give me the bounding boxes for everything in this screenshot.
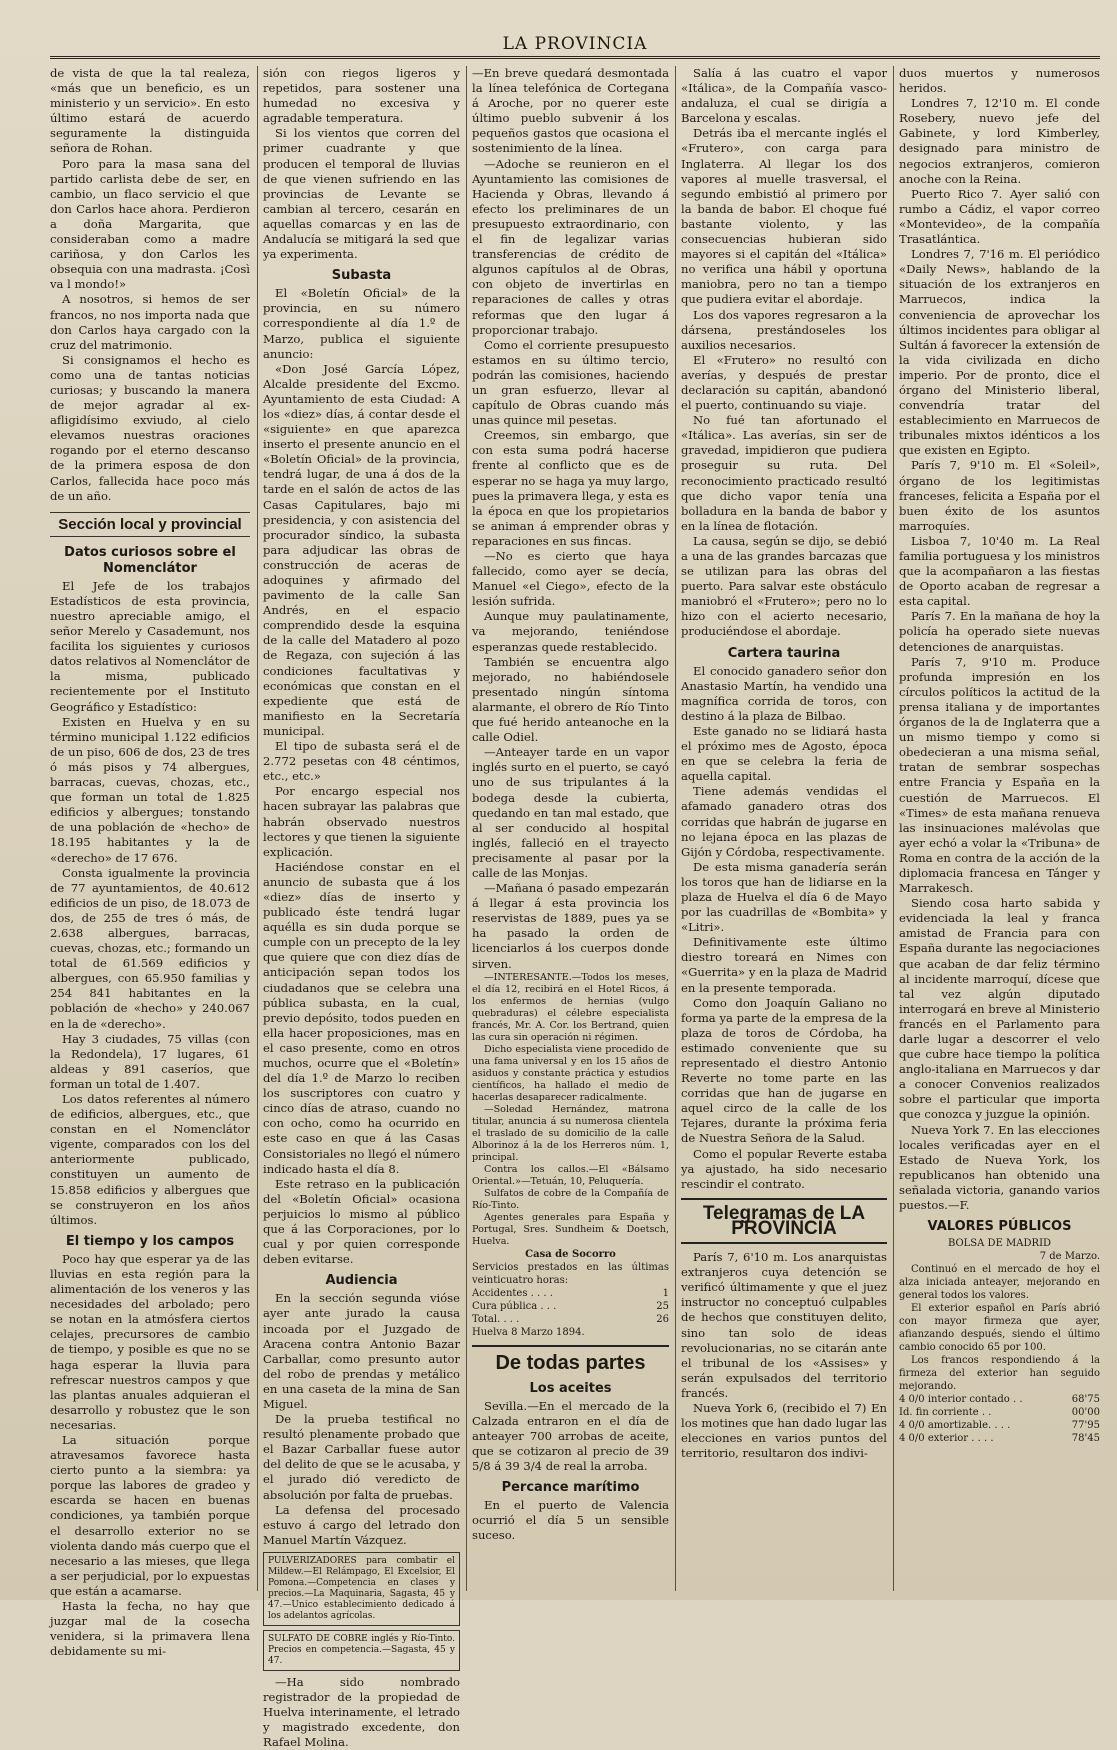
bolsa-row: Id. fin corriente . . 00'00 [899, 1407, 1100, 1419]
paragraph: París 7, 6'10 m. Los anarquistas extranjeros cuya detención se verificó últimamente y que el juez instructor no conceptuó culpables de hechos que constituyen delito, sino tan solo de ideas revolucionarias, no se citarán ante el tribunal de los «Assises» y serán expulsados del territorio francés. [681, 1250, 887, 1400]
column-2 [263, 66, 460, 1750]
paragraph: Si consignamos el hecho es como una de tantas noticias curiosas; y buscando la manera de mejor agradar al ex-afligidísimo exviudo, al cielo elevamos nuestras oraciones rogando por el eterno descanso de la primera esposa de don Carlos, fallecida hace poco más de un año. [50, 352, 250, 503]
notice: Agentes generales para España y Portugal, Sres. Sundheim & Doetsch, Huelva. [472, 1211, 669, 1247]
article-heading: El tiempo y los campos [65, 1233, 235, 1249]
paragraph: Definitivamente este último diestro toreará en Nimes con «Guerrita» y en la plaza de Madrid en la presente temporada. [681, 935, 887, 995]
paragraph: Los datos referentes al número de edificios, albergues, etc., que constan en el Nomenclátor vigente, comparados con los del anteriormente publicado, constituyen un aumento de 15.858 edificios y albergues que se construyeron en los años últimos. [50, 1092, 250, 1227]
paragraph: duos muertos y numerosos heridos. [899, 66, 1100, 96]
paragraph: Haciéndose constar en el anuncio de subasta que á los «diez» días de inserto y publicado éste tendrá lugar aquélla es sin duda porque se cumple con un precepto de la ley que quiere que con diez días de anticipación sepan todos los ciudadanos que se celebra una pública subasta, en la cual, previo depósito, todos pueden en ella hacer proposiciones, mas en el caso presente, como en otros muchos, ocurre que el «Boletín» del día 1.º de Marzo lo reciben los suscriptores con cuatro y cinco días de atraso, cuando no con ocho, como ha ocurrido en este caso en que á las Casas Consistoriales no llegó el número indicado hasta el día 8. [263, 859, 460, 1176]
paragraph: De la prueba testifical no resultó plenamente probado que el Bazar Carballar fuese autor del delito de que se le acusaba, y el jurado dió veredicto de absolución por falta de pruebas. [263, 1412, 460, 1502]
article-heading: Los aceites [529, 1380, 612, 1396]
paragraph: Consta igualmente la provincia de 77 ayuntamientos, de 40.612 edificios de un piso, de 18.073 de dos, de 255 de tres ó más, de 2.638 albergues, barracas, cuevas, chozas, etc.; formando un total de 61.569 edificios y albergues, con 65.950 familias y 254 841 habitantes en la población de «hecho» y 240.067 en la de «derecho». [50, 865, 250, 1031]
paragraph: Londres 7, 7'16 m. El periódico «Daily News», hablando de la situación de los extranjeros en Marruecos, indica la conveniencia de aprovechar los últimos incidentes para obligar al Sultán á favorecer la extensión de la vida civilizada en dicho imperio. Por de pronto, dice el órgano del Ministerio liberal, convendría tratar del establecimiento en Marruecos de tribunales mixtos idénticos a los que existen en Egipto. [899, 247, 1100, 458]
paragraph: Como el corriente presupuesto estamos en su último tercio, podrán las comisiones, haciendo un gran esfuerzo, llevar al capítulo de Obras cuando más unas quince mil pesetas. [472, 337, 669, 428]
paragraph: En el puerto de Valencia ocurrió el día 5 un sensible suceso. [472, 1498, 669, 1543]
paragraph: En la sección segunda vióse ayer ante jurado la causa incoada por el Juzgado de Aracena contra Antonio Bazar Carballar, como presunto autor del robo de prendas y metálico en una caseta de la mina de San Miguel. [263, 1291, 460, 1411]
column-separator [466, 66, 467, 1591]
paragraph: Creemos, sin embargo, que con esta suma podrá hacerse frente al conflicto que es de esperar no se haga ya muy largo, pues la primavera llega, y esta es la época en que los propietarios se animan á emprender obras y reparaciones en sus fincas. [472, 428, 669, 548]
advertisement: PULVERIZADORES para combatir el Mildew.—El Relámpago, El Excelsior, El Pomona.—Competencia en clases y precios.—La Maquinaria, Sagasta, 45 y 47.—Unico establecimiento dedicado á los adelantos agrícolas. [263, 1552, 460, 1626]
paragraph: Lisboa 7, 10'40 m. La Real familia portuguesa y los ministros que la acompañaron a las fiestas de Oporto acaban de regresar a esta capital. [899, 533, 1100, 609]
paragraph: No fué tan afortunado el «Itálica». Las averías, sin ser de gravedad, impidieron que pudiera proseguir su ruta. Del reconocimiento practicado resultó que dicho vapor tenía una bolladura en la banda de babor y en la línea de flotación. [681, 413, 887, 533]
paragraph: —Anteayer tarde en un vapor inglés surto en el puerto, se cayó uno de sus tripulantes á la bodega desde la cubierta, quedando en tan mal estado, que al ser conducido al hospital inglés, falleció en el trayecto precisamente al pasar por la calle de las Monjas. [472, 745, 669, 880]
paragraph: Poco hay que esperar ya de las lluvias en esta región para la alimentación de los veneros y las necesidades del arbolado; pero se notan en la atmósfera ciertos celajes, precursores de cambio de tiempo, y posible es que no se haga esperar la lluvia para refrescar nuestros campos y que las plantas anuales adquieran el desarrollo y robustez que le son necesarias. [50, 1251, 250, 1432]
article-heading: Subasta [331, 268, 392, 284]
notice: Contra los callos.—El «Bálsamo Oriental.»—Tetuán, 10, Peluquería. [472, 1163, 669, 1187]
section-heading: Telegramas de LA PROVINCIA [681, 1198, 887, 1244]
paragraph: París 7, 9'10 m. El «Soleil», órgano de los legitimistas franceses, felicita a España por el buen éxito de los asuntos marroquíes. [899, 458, 1100, 533]
section-heading: Sección local y provincial [50, 512, 250, 537]
paragraph: Nueva York 6, (recibido el 7) En los motines que han dado lugar las elecciones en varios puntos del territorio, resultaron dos indivi- [681, 1400, 887, 1461]
paragraph: Este ganado no se lidiará hasta el próximo mes de Agosto, época en que se celebra la feria de aquella capital. [681, 723, 887, 784]
paragraph: Continuó en el mercado de hoy el alza iniciada anteayer, mejorando en general todos los valores. [899, 1264, 1100, 1302]
paragraph: De esta misma ganadería serán los toros que han de lidiarse en la plaza de Huelva el día 6 de Mayo por las cuadrillas de «Bombita» y «Litri». [681, 859, 887, 935]
paragraph: —Ha sido nombrado registrador de la propiedad de Huelva interinamente, el letrado y magistrado excedente, don Rafael Molina. [263, 1674, 460, 1750]
column-separator [257, 66, 258, 1591]
paragraph: El «Boletín Oficial» de la provincia, en su número correspondiente al día 1.º de Marzo, publica el siguiente anuncio: [263, 286, 460, 361]
notice: —Soledad Hernández, matrona titular, anuncia á su numerosa clientela el traslado de su domicilio de la calle Alborinoz á la de los Herreros núm. 1, principal. [472, 1103, 669, 1163]
paragraph: Hasta la fecha, no hay que juzgar mal de la cosecha venidera, si la primavera llena debidamente su mi- [50, 1599, 250, 1659]
paragraph: Puerto Rico 7. Ayer salió con rumbo a Cádiz, el vapor correo «Montevideo», de la compañía Trasatlántica. [899, 186, 1100, 247]
paragraph: Existen en Huelva y en su término municipal 1.122 edificios de un piso, 606 de dos, 23 de tres ó más pisos y 74 albergues, barracas, cuevas, chozas, etc., que forman un total de 1.825 edificios y albergues; tonstando de una población de «hecho» de 18.195 habitantes y la de «derecho» de 17 676. [50, 714, 250, 865]
masthead: LA PROVINCIA [502, 34, 648, 54]
paragraph: A nosotros, si hemos de ser francos, no nos importa nada que don Carlos haya cargado con la cruz del matrimonio. [50, 292, 250, 352]
notice: —INTERESANTE.—Todos los meses, el día 12, recibirá en el Hotel Ricos, á los enfermos de hernias (vulgo quebraduras) el célebre especialista francés, Mr. A. Cor. los Bertrand, quien las cura sin operación ni régimen. [472, 971, 669, 1043]
socorro-row: Total. . . . 26 [472, 1313, 669, 1325]
notice: Sulfatos de cobre de la Compañía de Río-Tinto. [472, 1187, 669, 1211]
paragraph: Salía á las cuatro el vapor «Itálica», de la Compañía vasco-andaluza, el cual se dirigía a Barcelona y escalas. [681, 66, 887, 126]
advertisement: SULFATO DE COBRE inglés y Río-Tinto. Precios en competencia.—Sagasta, 45 y 47. [263, 1630, 460, 1671]
paragraph: Como don Joaquín Galiano no forma ya parte de la empresa de la plaza de toros de Córdoba, ha estimado conveniente que su representado el diestro Antonio Reverte no tome parte en las corridas que han de jugarse en aquel circo de la calle de los Tejares, durante la próxima feria de Nuestra Señora de la Salud. [681, 995, 887, 1146]
bolsa-date: 7 de Marzo. [1039, 1251, 1100, 1263]
paragraph: La defensa del procesado estuvo á cargo del letrado don Manuel Martín Vázquez. [263, 1502, 460, 1547]
socorro-intro: Servicios prestados en las últimas veinticuatro horas: [472, 1261, 669, 1286]
paragraph: Detrás iba el mercante inglés el «Frutero», con carga para Inglaterra. Al llegar los dos vapores al muelle trasversal, el segundo embistió al primero por la banda de babor. El choque fué bastante violento, y las consecuencias hubieran sido mayores si el capitán del «Itálica» no verifica una hábil y oportuna maniobra, pero no tan a tiempo que pudiera evitar el abordaje. [681, 126, 887, 307]
paragraph: Poro para la masa sana del partido carlista debe de ser, en cambio, un flaco servicio el que don Carlos hace ahora. Perdieron a doña Margarita, que consideraban como a madre cariñosa, y don Carlos les obsequia con una madrasta. ¡Così va l mondo!» [50, 156, 250, 292]
column-3 [472, 66, 669, 1591]
article-heading: VALORES PÚBLICOS [927, 1219, 1072, 1235]
paragraph: Los francos respondiendo á la firmeza del exterior han seguido mejorando. [899, 1355, 1100, 1393]
column-separator [893, 66, 894, 1591]
paragraph: El conocido ganadero señor don Anastasio Martín, ha vendido una magnífica corrida de toros, con destino á la plaza de Bilbao. [681, 663, 887, 723]
paragraph: París 7, 9'10 m. Produce profunda impresión en los círculos políticos la actitud de la prensa italiana y de importantes órganos de la de Inglaterra que a un mismo tiempo y como si obedecieran a una misma señal, tratan de sembrar sospechas entre Francia y España en la cuestión de Marruecos. El «Times» de esta mañana renueva las insinuaciones malévolas que ayer echó a volar la «Tribuna» de Roma en contra de la acción de la diplomacia francesa en Tánger y Marrakesch. [899, 654, 1100, 896]
paragraph: El «Frutero» no resultó con averías, y después de prestar declaración su capitán, abandonó el puerto, continuando su viaje. [681, 352, 887, 413]
paragraph: Por encargo especial nos hacen subrayar las palabras que habrán observado nuestros lectores y que tienen la siguiente explicación. [263, 784, 460, 859]
socorro-title: Casa de Socorro [525, 1248, 616, 1260]
paragraph: El exterior español en París abrió con mayor firmeza que ayer, afianzando después, siendo el último cambio conocido 65 por 100. [899, 1303, 1100, 1354]
column-1 [50, 66, 250, 1659]
paragraph: —Mañana ó pasado empezarán á llegar á esta provincia los reservistas de 1889, pues ya se ha pasado la orden de licenciarlos á los cuerpos donde sirven. [472, 881, 669, 971]
bolsa-title: BOLSA DE MADRID [947, 1238, 1052, 1250]
paragraph: Si los vientos que corren del primer cuadrante y que producen el temporal de lluvias de que vienen sufriendo en las provincias de Levante se cambian al tercero, cesarán en aquellas comarcas y en las de Andalucía se mitigará la sed que ya experimenta. [263, 126, 460, 262]
paragraph: Este retraso en la publicación del «Boletín Oficial» ocasiona perjuicios lo mismo al público que á las Corporaciones, por lo cual y por quien corresponde deben evitarse. [263, 1176, 460, 1267]
notice: Dicho especialista viene procedido de una fama universal y en los 15 años de asiduos y constante práctica y estudios científicos, ha hallado el medio de hacerlas desaparecer radicalmente. [472, 1043, 669, 1103]
section-heading: De todas partes [472, 1345, 669, 1375]
paragraph: Siendo cosa harto sabida y evidenciada la leal y franca amistad de Francia para con España durante las negociaciones que acaban de dar feliz término al incidente marroquí, dícese que tal vez algún diputado interrogará en breve al Ministerio francés en el Parlamento para darle lugar a descorrer el velo que cubre hace tiempo la política anglo-italiana en Marruecos y dar a conocer Convenios realizados sobre el particular que importa que conozca y juzgue la opinión. [899, 896, 1100, 1122]
paragraph: Aunque muy paulatinamente, va mejorando, teniéndose esperanzas quede restablecido. [472, 609, 669, 654]
paragraph: La causa, según se dijo, se debió a una de las grandes barcazas que se utilizan para las obras del puerto. Para salvar este obstáculo maniobró el «Frutero»; pero no lo hizo con el acierto necesario, produciéndose el abordaje. [681, 533, 887, 639]
paragraph: Como el popular Reverte estaba ya ajustado, ha sido necesario rescindir el contrato. [681, 1146, 887, 1191]
paragraph: Nueva York 7. En las elecciones locales verificadas ayer en el Estado de Nueva York, los republicanos han obtenido una señalada victoria, ganando varios puestos.—F. [899, 1122, 1100, 1213]
paragraph: París 7. En la mañana de hoy la policía ha operado siete nuevas detenciones de anarquistas. [899, 609, 1100, 654]
socorro-row: Accidentes . . . . 1 [472, 1287, 669, 1299]
socorro-date: Huelva 8 Marzo 1894. [472, 1326, 585, 1338]
column-separator [675, 66, 676, 1591]
article-heading: Audiencia [325, 1273, 398, 1289]
column-5 [899, 66, 1100, 1591]
paragraph: El Jefe de los trabajos Estadísticos de esta provincia, nuestro apreciable amigo, el señor Merelo y Casademunt, nos facilita los siguientes y curiosos datos relativos al Nomenclátor de la misma, publicado recientemente por el Instituto Geográfico y Estadístico: [50, 578, 250, 714]
paragraph: Sevilla.—En el mercado de la Calzada entraron en el día de anteayer 700 arrobas de aceite, que se cotizaron al precio de 39 5/8 á 39 3/4 de real la arroba. [472, 1398, 669, 1473]
paragraph: Hay 3 ciudades, 75 villas (con la Redondela), 17 lugares, 61 aldeas y 891 caseríos, que forman un total de 1.407. [50, 1031, 250, 1091]
bolsa-row: 4 0/0 interior contado . . 68'75 [899, 1394, 1100, 1406]
column-4 [681, 66, 887, 1591]
bolsa-box [899, 1237, 1100, 1445]
top-rule [50, 56, 1100, 65]
paragraph: La situación porque atravesamos favorece hasta cierto punto a la siembra: ya porque las labores de gradeo y escarda se hacen en buenas condiciones, ya también porque el desarrollo exterior no se violenta dando más cuerpo que el necesario a las mieses, que llega a ser perjudicial, por lo expuestas que están a acamarse. [50, 1432, 250, 1598]
paragraph: Tiene además vendidas el afamado ganadero otras dos corridas que habrán de jugarse en no lejana época en las plazas de Gijón y Córdoba, respectivamente. [681, 784, 887, 859]
paragraph: El tipo de subasta será el de 2.772 pesetas con 48 céntimos, etc., etc.» [263, 739, 460, 784]
paragraph: También se encuentra algo mejorado, no habiéndosele presentado ningún síntoma alarmante, el obrero de Río Tinto que fué herido anteanoche en la calle Odiel. [472, 654, 669, 745]
paragraph: —En breve quedará desmontada la línea telefónica de Cortegana á Aroche, por no querer este último pueblo subvenir á los pequeños gastos que ocasiona el sostenimiento de la línea. [472, 66, 669, 156]
paragraph: Los dos vapores regresaron a la dársena, prestándoseles los auxilios necesarios. [681, 307, 887, 352]
casa-socorro-box [472, 1248, 669, 1339]
bolsa-row: 4 0/0 exterior . . . . 78'45 [899, 1433, 1100, 1445]
bolsa-row: 4 0/0 amortizable. . . . 77'95 [899, 1420, 1100, 1432]
paragraph: Londres 7, 12'10 m. El conde Rosebery, nuevo jefe del Gabinete, y lord Kimberley, designado para ministro de negocios extranjeros, comieron anoche con la Reina. [899, 96, 1100, 186]
socorro-row: Cura pública . . . 25 [472, 1300, 669, 1312]
paragraph: sión con riegos ligeros y repetidos, para sostener una humedad no excesiva y agradable temperatura. [263, 66, 460, 126]
article-heading: Percance marítimo [501, 1480, 640, 1496]
article-heading: Cartera taurina [727, 645, 841, 661]
paragraph: «Don José García López, Alcalde presidente del Excmo. Ayuntamiento de esta Ciudad: A los «diez» días, á contar desde el «siguiente» en que aparezca inserto el presente anuncio en el «Boletín Oficial» de la provincia, tendrá lugar, de una á dos de la tarde en el salón de actos de las Casas Capitulares, bajo mi presidencia, y con asistencia del procurador síndico, la subasta para adjudicar las obras de construcción de aceras de adoquines y afirmado del pavimento de la calle San Andrés, en el espacio comprendido desde la esquina de la calle del Matadero al pozo de Regaza, con sujeción á las condiciones facultativas y económicas que constan en el expediente que está de manifiesto en la Secretaría municipal. [263, 361, 460, 738]
paragraph: —Adoche se reunieron en el Ayuntamiento las comisiones de Hacienda y Obras, llevando á efecto los preliminares de un presupuesto extraordinario, con el fin de legalizar varias transferencias de crédito de algunos capítulos al de Obras, con objeto de invertirlas en reparaciones de calles y otras reformas que den lugar á proporcionar trabajo. [472, 156, 669, 337]
article-heading: Datos curiosos sobre el Nomenclátor [64, 544, 236, 576]
paragraph: —No es cierto que haya fallecido, como ayer se decía, Manuel «el Ciego», efecto de la lesión sufrida. [472, 549, 669, 609]
paragraph: de vista de que la tal realeza, «más que un beneficio, es un ministerio y un servicio». En esto último estará de acuerdo seguramente la distinguida señora de Rohan. [50, 66, 250, 156]
